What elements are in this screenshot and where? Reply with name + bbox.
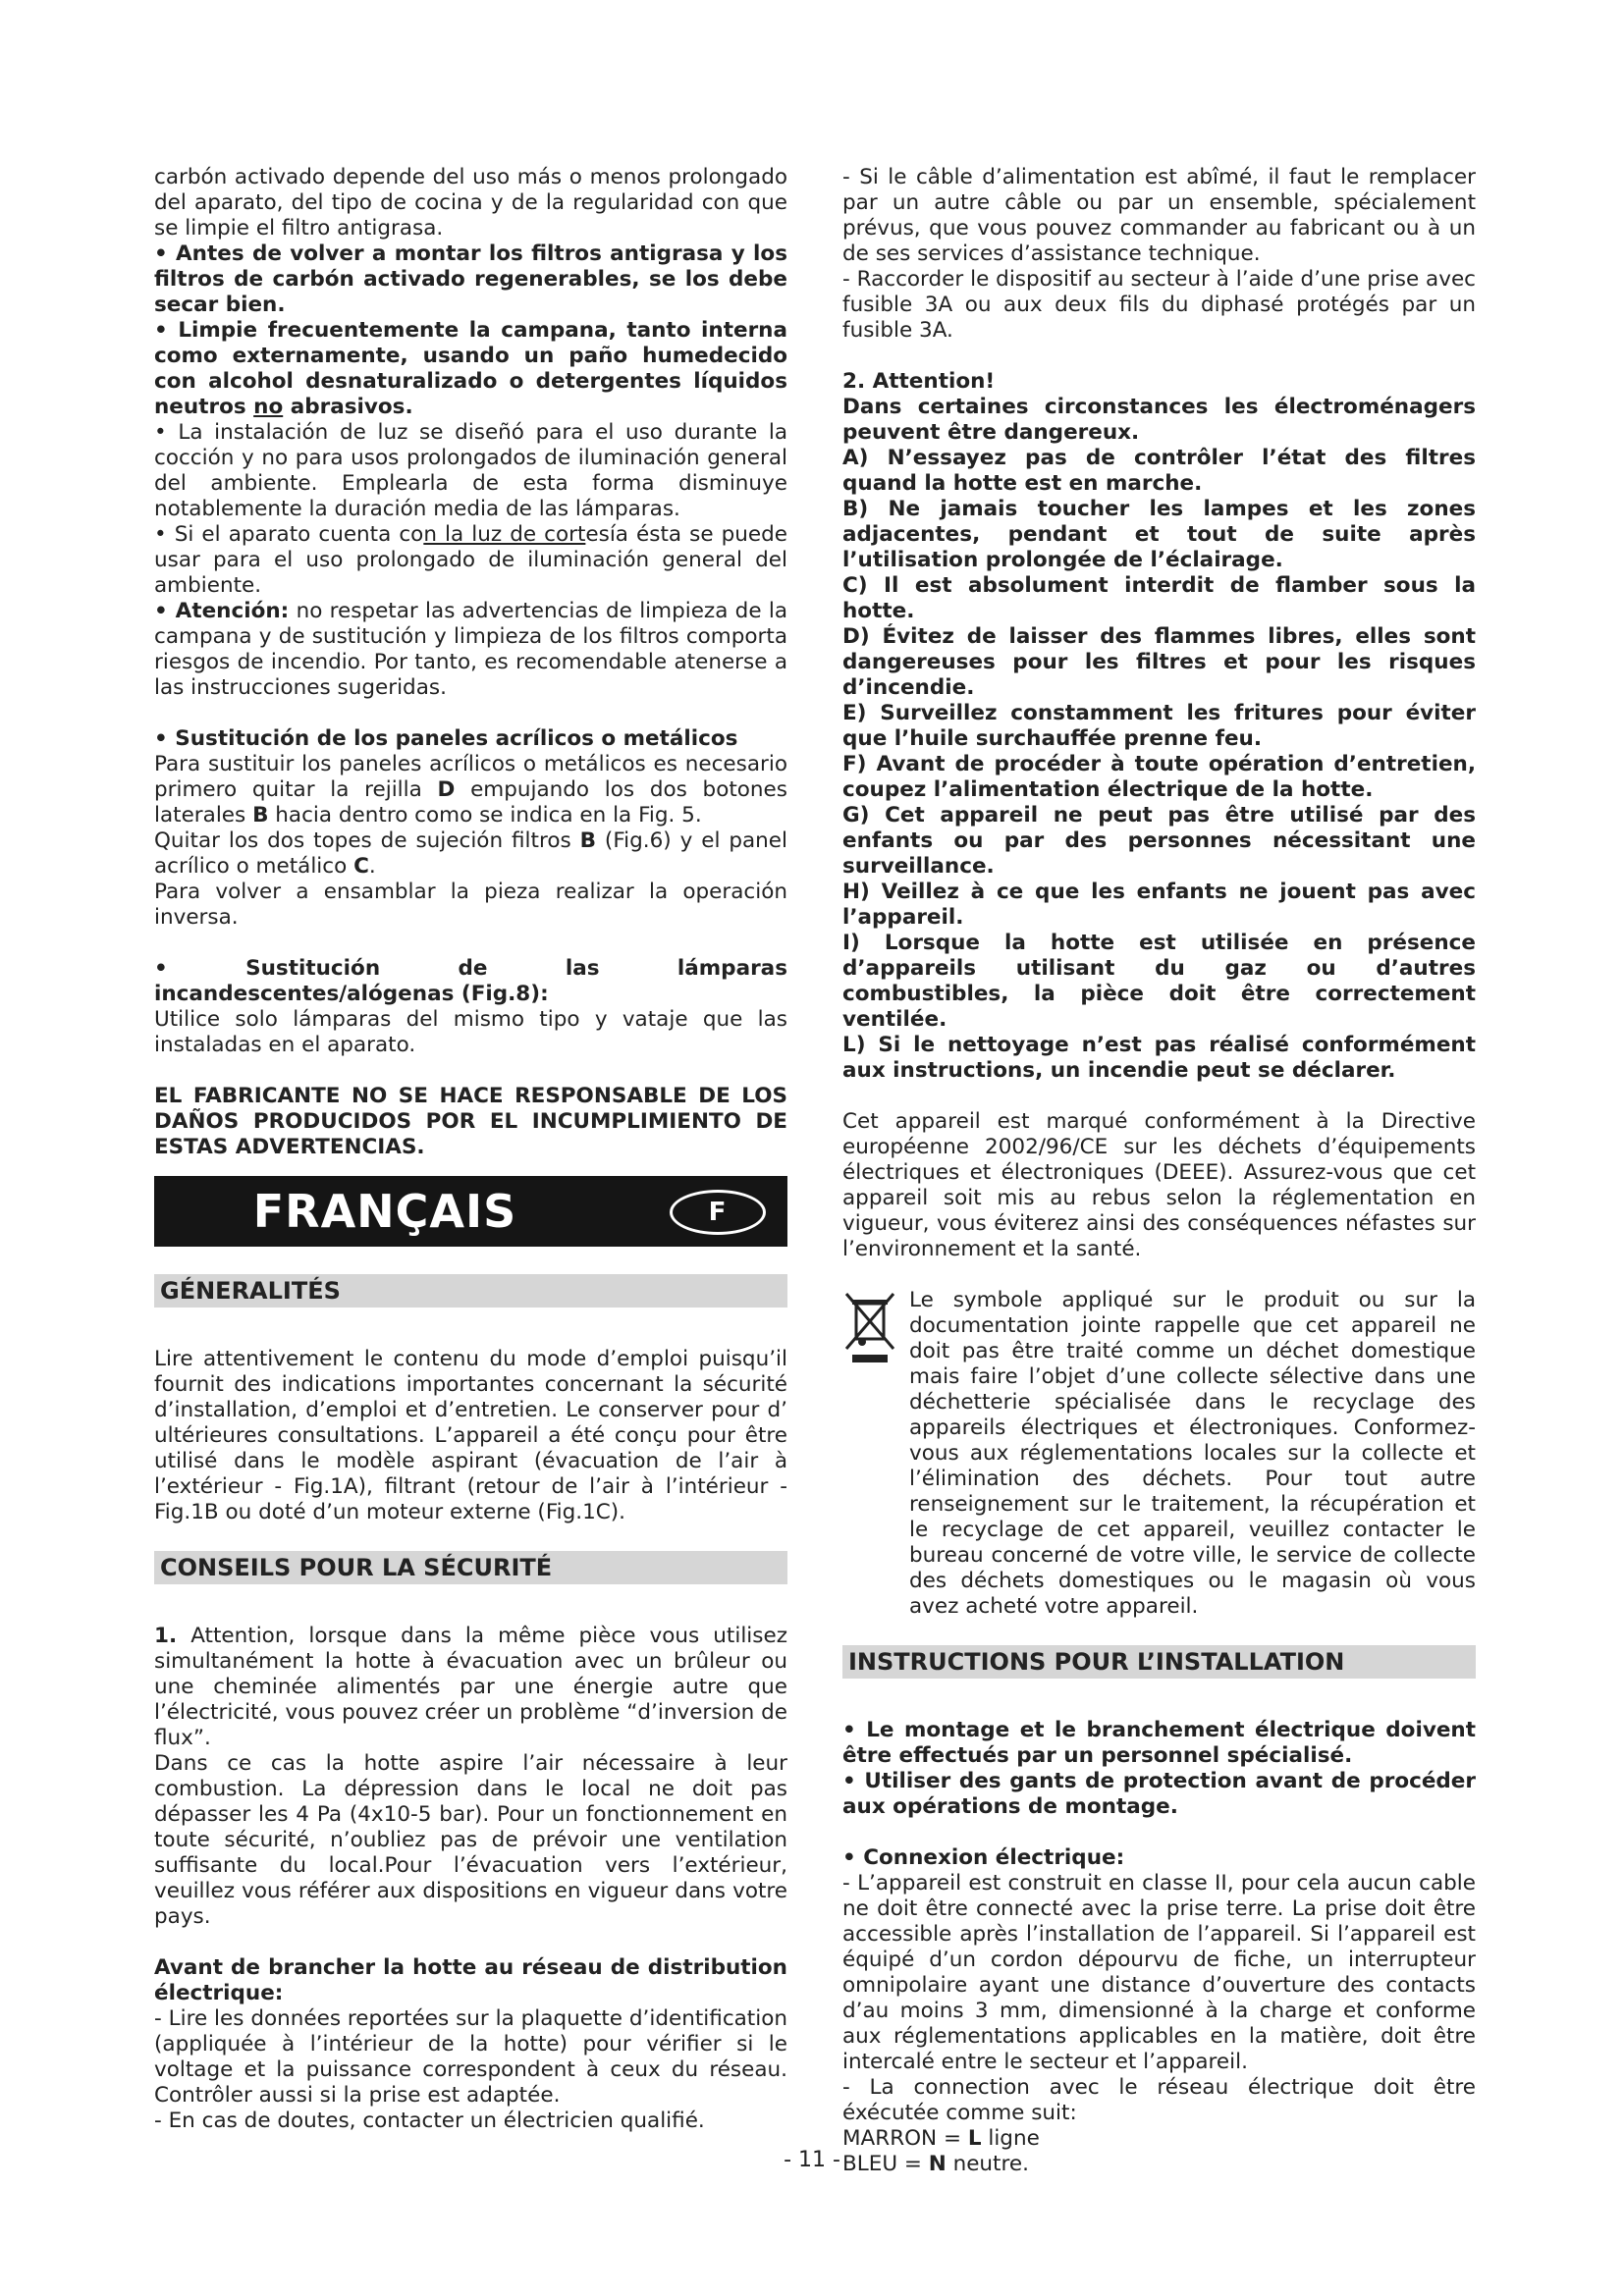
section-heading: 2. Attention! <box>842 369 996 394</box>
weee-notice <box>842 1288 1476 1620</box>
paragraph: • Si el aparato cuenta con la luz de cortesía ésta se puede usar para el uso prolongado de iluminación general del ambiente. <box>154 522 788 598</box>
paragraph: • La instalación de luz se diseñó para el uso durante la cocción y no para usos prolongados de iluminación general del ambiente. Emplearla de esta forma disminuye notablemente la duración media de las lámparas. <box>154 420 787 521</box>
paragraph: Utilice solo lámparas del mismo tipo y vataje que las instaladas en el aparato. <box>154 1007 787 1057</box>
paragraph: Lire attentivement le contenu du mode d’emploi puisqu’il fournit des indications importantes concernant la sécurité d’installation, d’emploi et d’entretien. Le conserver pour d’ ultérieures consultations. L’appareil a été conçu pour être utilisé dans le modèle aspirant (évacuation de l’air à l’extérieur - Fig.1A), filtrant (retour de l’air à l’intérieur - Fig.1B ou doté d’un moteur externe (Fig.1C). <box>154 1347 787 1524</box>
paragraph: carbón activado depende del uso más o menos prolongado del aparato, del tipo de cocina y de la regularidad con que se limpie el filtro antigrasa. <box>154 165 787 240</box>
section-band-generalites: GÉNERALITÉS <box>154 1274 787 1308</box>
paragraph: 1. Attention, lorsque dans la même pièce vous utilisez simultanément la hotte à évacuation avec un brûleur ou une cheminée alimentés par une énergie autre que l’électricité, vous pouvez créer un problème “d’inversion de flux”. <box>154 1624 787 1750</box>
section-band-installation: INSTRUCTIONS POUR L’INSTALLATION <box>842 1645 1476 1679</box>
list-item: C) Il est absolument interdit de flamber sous la hotte. <box>842 573 1476 623</box>
paragraph: Para sustituir los paneles acrílicos o metálicos es necesario primero quitar la rejilla D empujando los dos botones laterales B hacia dentro como se indica en la Fig. 5. <box>154 752 787 828</box>
paragraph: • Utiliser des gants de protection avant de procéder aux opérations de montage. <box>842 1769 1476 1819</box>
section-heading: Avant de brancher la hotte au réseau de distribution électrique: <box>154 1955 787 2005</box>
paragraph: BLEU = N neutre. <box>842 2152 1029 2176</box>
language-banner <box>154 1176 787 1247</box>
crossed-bin-icon <box>842 1288 897 1366</box>
paragraph: • Antes de volver a montar los filtros antigrasa y los filtros de carbón activado regenerables, se los debe secar bien. <box>154 241 787 317</box>
paragraph: - L’appareil est construit en classe II, pour cela aucun cable ne doit être connecté avec la prise terre. La prise doit être accessible après l’installation de l’appareil. Si l’appareil est équipé d’un cordon dépourvu de fiche, un interrupteur omnipolaire ayant une distance d’ouverture des contacts d’au moins 3 mm, dimensionné à la charge et conforme aux réglementations applicables en la matière, doit être intercalé entre le secteur et l’appareil. <box>842 1871 1476 2074</box>
paragraph: - Lire les données reportées sur la plaquette d’identification (appliquée à l’intérieur de la hotte) pour vérifier si le voltage et la puissance correspondent à ceux du réseau. Contrôler aussi si la prise est adaptée. <box>154 2006 787 2108</box>
paragraph: Dans ce cas la hotte aspire l’air nécessaire à leur combustion. La dépression dans le local ne doit pas dépasser les 4 Pa (4x10-5 bar). Pour un fonctionnement en toute sécurité, n’oubliez pas de prévoir une ventilation suffisante du local.Pour l’évacuation vers l’extérieur, veuillez vous référer aux dispositions en vigueur dans votre pays. <box>154 1751 787 1929</box>
list-item: I) Lorsque la hotte est utilisée en présence d’appareils utilisant du gaz ou d’autres combustibles, la pièce doit être correctement ventilée. <box>842 931 1476 1032</box>
paragraph: Dans certaines circonstances les électroménagers peuvent être dangereux. <box>842 395 1476 445</box>
language-badge: F <box>670 1190 766 1235</box>
paragraph: Para volver a ensamblar la pieza realizar la operación inversa. <box>154 880 787 930</box>
paragraph: • Le montage et le branchement électrique doivent être effectués par un personnel spécialisé. <box>842 1718 1476 1768</box>
section-heading: • Sustitución de las lámparas incandescentes/alógenas (Fig.8): <box>154 956 787 1006</box>
paragraph: - En cas de doutes, contacter un électricien qualifié. <box>154 2109 705 2133</box>
list-item: F) Avant de procéder à toute opération d’entretien, coupez l’alimentation électrique de la hotte. <box>842 752 1476 802</box>
paragraph: - La connection avec le réseau électrique doit être éxécutée comme suit: <box>842 2075 1476 2125</box>
left-column <box>154 165 787 2134</box>
list-item: H) Veillez à ce que les enfants ne jouent pas avec l’appareil. <box>842 880 1476 930</box>
paragraph: MARRON = L ligne <box>842 2126 1040 2151</box>
list-item: D) Évitez de laisser des flammes libres, elles sont dangereuses pour les filtres et pour les risques d’incendie. <box>842 624 1476 700</box>
section-band-conseils: CONSEILS POUR LA SÉCURITÉ <box>154 1551 787 1584</box>
list-item: B) Ne jamais toucher les lampes et les zones adjacentes, pendant et tout de suite après l’utilisation prolongée de l’éclairage. <box>842 497 1476 572</box>
paragraph: • Limpie frecuentemente la campana, tanto interna como externamente, usando un paño humedecido con alcohol desnaturalizado o detergentes líquidos neutros no abrasivos. <box>154 318 787 419</box>
paragraph: Cet appareil est marqué conformément à la Directive européenne 2002/96/CE sur les déchets d’équipements électriques et électroniques (DEEE). Assurez-vous que cet appareil soit mis au rebus selon la réglementation en vigueur, vous éviterez ainsi des conséquences néfastes sur l’environnement et la santé. <box>842 1109 1476 1261</box>
list-item: G) Cet appareil ne peut pas être utilisé par des enfants ou par des personnes nécessitant une surveillance. <box>842 803 1476 879</box>
paragraph: - Si le câble d’alimentation est abîmé, il faut le remplacer par un autre câble ou par un ensemble, spécialement prévus, que vous pouvez commander au fabricant ou à un de ses services d’assistance technique. <box>842 165 1476 266</box>
language-title: FRANÇAIS <box>252 1185 517 1238</box>
paragraph: - Raccorder le dispositif au secteur à l’aide d’une prise avec fusible 3A ou aux deux fils du diphasé protégés par un fusible 3A. <box>842 267 1476 343</box>
list-item: E) Surveillez constamment les fritures pour éviter que l’huile surchauffée prenne feu. <box>842 701 1476 751</box>
list-item: L) Si le nettoyage n’est pas réalisé conformément aux instructions, un incendie peut se déclarer. <box>842 1033 1476 1083</box>
right-column <box>842 165 1476 2177</box>
page-number: - 11 - <box>784 2148 840 2172</box>
warning-text: EL FABRICANTE NO SE HACE RESPONSABLE DE LOS DAÑOS PRODUCIDOS POR EL INCUMPLIMIENTO DE ESTAS ADVERTENCIAS. <box>154 1084 787 1159</box>
paragraph: Le symbole appliqué sur le produit ou sur la documentation jointe rappelle que cet appareil ne doit pas être traité comme un déchet domestique mais faire l’objet d’une collecte sélective dans une déchetterie spécialisée dans le recyclage des appareils électriques et électroniques. Conformez-vous aux réglementations locales sur la collecte et l’élimination des déchets. Pour tout autre renseignement sur le traitement, la récupération et le recyclage de cet appareil, veuillez contacter le bureau concerné de votre ville, le service de collecte des déchets domestiques ou le magasin où vous avez acheté votre appareil. <box>909 1288 1476 1619</box>
paragraph: • Atención: no respetar las advertencias de limpieza de la campana y de sustitución y limpieza de los filtros comporta riesgos de incendio. Por tanto, es recomendable atenerse a las instrucciones sugeridas. <box>154 599 787 700</box>
section-heading: • Connexion électrique: <box>842 1845 1125 1870</box>
paragraph: Quitar los dos topes de sujeción filtros B (Fig.6) y el panel acrílico o metálico C. <box>154 828 787 879</box>
section-heading: • Sustitución de los paneles acrílicos o metálicos <box>154 726 738 751</box>
list-item: A) N’essayez pas de contrôler l’état des filtres quand la hotte est en marche. <box>842 446 1476 496</box>
